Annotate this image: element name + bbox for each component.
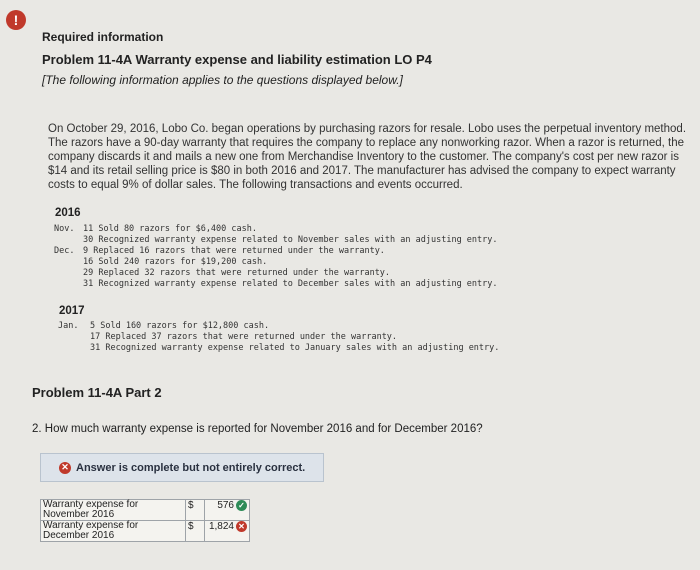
answer-input[interactable] [205,521,250,542]
required-info-heading: Required information [42,30,164,44]
answer-table [40,499,250,542]
year-2017: 2017 [59,305,85,317]
month-dec: Dec. [54,246,75,256]
alert-icon: ! [6,10,26,30]
table-row [41,500,250,521]
transaction-line: 11 Sold 80 razors for $6,400 cash. [83,224,257,234]
currency-symbol: $ [186,521,205,542]
problem-intro: On October 29, 2016, Lobo Co. began operations by purchasing razors for resale. Lobo uses the perpetual inventory method. The razors have a 90-day warranty that requires the company to replace any nonworking razor. When a razor is returned, the company discards it and mails a new one from Merchandise Inventory to the customer. The company's cost per new razor is $14 and its retail selling price is $80 in both 2016 and 2017. The manufacturer has advised the company to expect warranty costs to equal 9% of dollar sales. The following transactions and events occurred. [48,123,687,191]
check-icon: ✓ [236,500,247,511]
part-title: Problem 11-4A Part 2 [32,385,162,400]
answer-status-banner [40,453,324,482]
transaction-line: 31 Recognized warranty expense related to December sales with an adjusting entry. [83,279,498,289]
answer-value: 1,824 [208,521,234,533]
month-nov: Nov. [54,224,75,234]
transaction-line: 30 Recognized warranty expense related to November sales with an adjusting entry. [83,235,498,245]
row-label: Warranty expense for December 2016 [41,521,186,542]
problem-title: Problem 11-4A Warranty expense and liability estimation LO P4 [42,52,432,67]
transaction-line: 17 Replaced 37 razors that were returned under the warranty. [90,332,398,342]
month-jan: Jan. [58,321,79,331]
answer-value: 576 [217,500,234,512]
transaction-line: 29 Replaced 32 razors that were returned under the warranty. [83,268,391,278]
transaction-line: 5 Sold 160 razors for $12,800 cash. [90,321,270,331]
row-label: Warranty expense for November 2016 [41,500,186,521]
answer-status-text: Answer is complete but not entirely correct. [76,461,306,474]
table-row [41,521,250,542]
incorrect-icon: ✕ [236,521,247,532]
answer-input[interactable] [205,500,250,521]
incorrect-icon: ✕ [59,462,71,474]
info-note: [The following information applies to the questions displayed below.] [42,73,403,87]
question-text: 2. How much warranty expense is reported for November 2016 and for December 2016? [32,423,483,435]
transaction-line: 31 Recognized warranty expense related to January sales with an adjusting entry. [90,343,500,353]
year-2016: 2016 [55,207,81,219]
transaction-line: 9 Replaced 16 razors that were returned under the warranty. [83,246,385,256]
transaction-line: 16 Sold 240 razors for $19,200 cash. [83,257,268,267]
currency-symbol: $ [186,500,205,521]
